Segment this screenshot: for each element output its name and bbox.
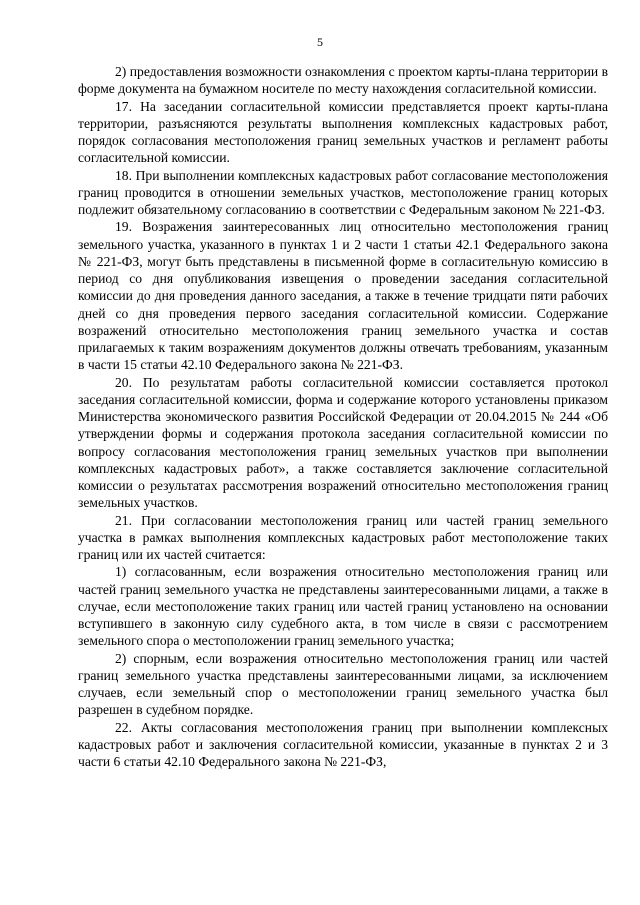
- paragraph-22: 22. Акты согласования местоположения границ при выполнении комплексных кадастровых работ и заключения согласительной комиссии, указанные в пунктах 2 и 3 части 6 статьи 42.10 Федерального закона № 221-ФЗ,: [78, 719, 608, 769]
- paragraph-18: 18. При выполнении комплексных кадастровых работ согласование местоположения границ проводится в отношении земельных участков, местоположение границ которых подлежит обязательному согласованию в соответствии с Федеральным законом № 221-ФЗ.: [78, 167, 608, 217]
- paragraph-21-item-2: 2) спорным, если возражения относительно местоположения границ или частей границ земельного участка представлены заинтересованными лицами, за исключением случаев, если земельный спор о местоположении границ земельного участка был разрешен в судебном порядке.: [78, 650, 608, 718]
- document-body: [78, 63, 608, 770]
- paragraph-21: 21. При согласовании местоположения границ или частей границ земельного участка в рамках выполнения комплексных кадастровых работ местоположение таких границ или их частей считается:: [78, 512, 608, 562]
- paragraph-21-item-1: 1) согласованным, если возражения относительно местоположения границ или частей границ земельного участка не представлены заинтересованными лицами, а также в случае, если местоположение таких границ или частей границ установлено на основании вступившего в законную силу судебного акта, в том числе в связи с рассмотрением земельного спора о местоположении границ земельного участка;: [78, 564, 608, 649]
- paragraph-16-item-2: 2) предоставления возможности ознакомления с проектом карты-плана территории в форме документа на бумажном носителе по месту нахождения согласительной комиссии.: [78, 64, 608, 97]
- paragraph-19: 19. Возражения заинтересованных лиц относительно местоположения границ земельного участка, указанного в пунктах 1 и 2 части 1 статьи 42.1 Федерального закона № 221-ФЗ, могут быть представлены в письменной форме в согласительную комиссию в период со дня опубликования извещения о проведении заседания согласительной комиссии до дня проведения данного заседания, а также в течение тридцати пяти рабочих дней со дня проведения первого заседания согласительной комиссии. Содержание возражений относительно местоположения границ земельного участка и состав прилагаемых к таким возражениям документов должны отвечать требованиям, указанным в части 15 статьи 42.10 Федерального закона № 221-ФЗ.: [78, 219, 608, 373]
- paragraph-20: 20. По результатам работы согласительной комиссии составляется протокол заседания согласительной комиссии, форма и содержание которого установлены приказом Министерства экономического развития Российской Федерации от 20.04.2015 № 244 «Об утверждении формы и содержания протокола заседания согласительной комиссии по вопросу согласования местоположения границ земельных участков при выполнении комплексных кадастровых работ», а также составляется заключение согласительной комиссии о результатах рассмотрения возражений относительно местоположения границ земельных участков.: [78, 374, 608, 511]
- paragraph-17: 17. На заседании согласительной комиссии представляется проект карты-плана территории, разъясняются результаты выполнения комплексных кадастровых работ, порядок согласования местоположения границ земельных участков и регламент работы согласительной комиссии.: [78, 98, 608, 166]
- page-number: 5: [317, 35, 323, 49]
